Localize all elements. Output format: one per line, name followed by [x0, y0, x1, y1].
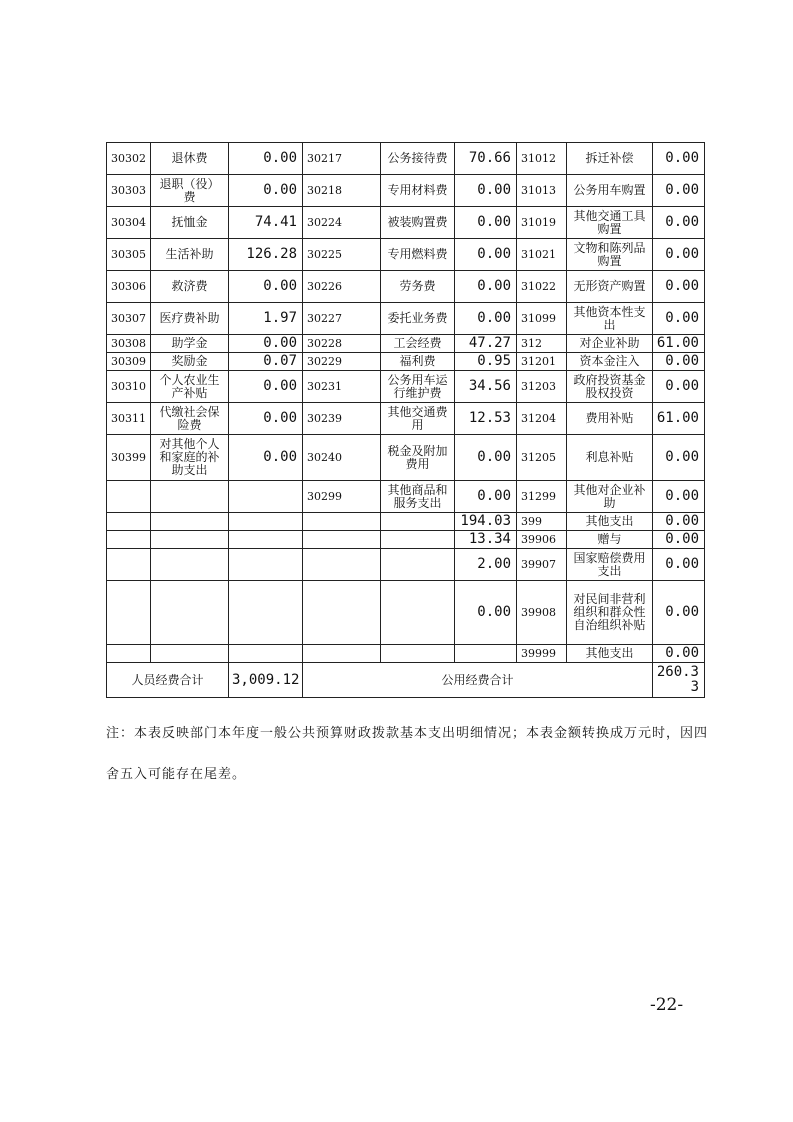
- amount-col-1: [229, 581, 303, 645]
- name-col-1: [151, 531, 229, 549]
- amount-col-3: 0.00: [653, 271, 705, 303]
- name-col-3: 赠与: [567, 531, 653, 549]
- code-col-1: [107, 513, 151, 531]
- table-row: [107, 175, 705, 207]
- code-col-1: 30399: [107, 435, 151, 481]
- name-col-1: 救济费: [151, 271, 229, 303]
- code-col-1: 30304: [107, 207, 151, 239]
- name-col-2: [381, 581, 455, 645]
- code-col-1: 30310: [107, 371, 151, 403]
- code-col-3: 31204: [517, 403, 567, 435]
- name-col-2: 福利费: [381, 353, 455, 371]
- public-total-value: 260.33: [653, 663, 705, 698]
- name-col-1: 代缴社会保险费: [151, 403, 229, 435]
- table-row: [107, 143, 705, 175]
- code-col-3: 31013: [517, 175, 567, 207]
- amount-col-2: 47.27: [455, 335, 517, 353]
- table-row: [107, 207, 705, 239]
- amount-col-2: 70.66: [455, 143, 517, 175]
- code-col-2: [303, 645, 381, 663]
- code-col-2: 30229: [303, 353, 381, 371]
- amount-col-2: 2.00: [455, 549, 517, 581]
- code-col-2: 30228: [303, 335, 381, 353]
- name-col-3: 其他交通工具购置: [567, 207, 653, 239]
- table-body: [107, 143, 705, 663]
- table-row: [107, 645, 705, 663]
- amount-col-3: 0.00: [653, 239, 705, 271]
- amount-col-2: 0.95: [455, 353, 517, 371]
- code-col-3: 312: [517, 335, 567, 353]
- code-col-1: 30311: [107, 403, 151, 435]
- table-row: [107, 335, 705, 353]
- name-col-2: 税金及附加费用: [381, 435, 455, 481]
- code-col-1: 30309: [107, 353, 151, 371]
- name-col-3: 政府投资基金股权投资: [567, 371, 653, 403]
- name-col-2: 其他交通费用: [381, 403, 455, 435]
- name-col-2: 其他商品和服务支出: [381, 481, 455, 513]
- code-col-3: 31299: [517, 481, 567, 513]
- name-col-2: 公务接待费: [381, 143, 455, 175]
- table-note-line-2: 舍五入可能存在尾差。: [106, 767, 247, 782]
- name-col-3: 其他支出: [567, 513, 653, 531]
- table-note-line-1: 注：本表反映部门本年度一般公共预算财政拨款基本支出明细情况；本表金额转换成万元时，因四: [106, 726, 709, 741]
- amount-col-2: [455, 645, 517, 663]
- amount-col-3: 0.00: [653, 353, 705, 371]
- amount-col-1: [229, 481, 303, 513]
- name-col-2: [381, 531, 455, 549]
- amount-col-2: 0.00: [455, 303, 517, 335]
- table-row: [107, 353, 705, 371]
- code-col-3: 39907: [517, 549, 567, 581]
- name-col-3: 其他资本性支出: [567, 303, 653, 335]
- amount-col-3: 61.00: [653, 335, 705, 353]
- amount-col-3: 0.00: [653, 513, 705, 531]
- table-row: [107, 435, 705, 481]
- code-col-1: 30307: [107, 303, 151, 335]
- amount-col-2: 0.00: [455, 435, 517, 481]
- code-col-2: 30240: [303, 435, 381, 481]
- code-col-2: 30217: [303, 143, 381, 175]
- amount-col-3: 61.00: [653, 403, 705, 435]
- name-col-3: 其他支出: [567, 645, 653, 663]
- expenditure-detail-table: [106, 142, 705, 698]
- code-col-1: 30306: [107, 271, 151, 303]
- name-col-1: [151, 581, 229, 645]
- public-total-label: 公用经费合计: [303, 663, 653, 698]
- amount-col-3: 0.00: [653, 435, 705, 481]
- amount-col-3: 0.00: [653, 371, 705, 403]
- code-col-3: 31021: [517, 239, 567, 271]
- amount-col-1: 1.97: [229, 303, 303, 335]
- amount-col-3: 0.00: [653, 581, 705, 645]
- amount-col-1: 0.00: [229, 175, 303, 207]
- amount-col-3: 0.00: [653, 175, 705, 207]
- code-col-1: 30303: [107, 175, 151, 207]
- name-col-2: 工会经费: [381, 335, 455, 353]
- amount-col-2: 0.00: [455, 581, 517, 645]
- code-col-1: [107, 481, 151, 513]
- code-col-3: 31019: [517, 207, 567, 239]
- name-col-1: [151, 549, 229, 581]
- code-col-3: 31203: [517, 371, 567, 403]
- name-col-1: 退职（役）费: [151, 175, 229, 207]
- amount-col-1: 0.00: [229, 371, 303, 403]
- amount-col-3: 0.00: [653, 207, 705, 239]
- code-col-1: [107, 549, 151, 581]
- amount-col-3: 0.00: [653, 481, 705, 513]
- name-col-1: [151, 645, 229, 663]
- code-col-3: 399: [517, 513, 567, 531]
- code-col-3: 31205: [517, 435, 567, 481]
- code-col-3: 39906: [517, 531, 567, 549]
- amount-col-2: 13.34: [455, 531, 517, 549]
- table-row: [107, 303, 705, 335]
- code-col-3: 31012: [517, 143, 567, 175]
- code-col-1: 30308: [107, 335, 151, 353]
- code-col-2: 30226: [303, 271, 381, 303]
- name-col-3: 费用补贴: [567, 403, 653, 435]
- amount-col-1: [229, 645, 303, 663]
- table-row: [107, 549, 705, 581]
- name-col-2: 被装购置费: [381, 207, 455, 239]
- table-row: [107, 513, 705, 531]
- name-col-1: 退休费: [151, 143, 229, 175]
- amount-col-1: 0.00: [229, 143, 303, 175]
- name-col-2: [381, 549, 455, 581]
- amount-col-3: 0.00: [653, 143, 705, 175]
- personnel-total-value: 3,009.12: [229, 663, 303, 698]
- code-col-1: 30305: [107, 239, 151, 271]
- name-col-1: 奖励金: [151, 353, 229, 371]
- amount-col-1: 0.00: [229, 335, 303, 353]
- amount-col-2: 0.00: [455, 271, 517, 303]
- name-col-3: 利息补贴: [567, 435, 653, 481]
- code-col-1: 30302: [107, 143, 151, 175]
- name-col-3: 对民间非营利组织和群众性自治组织补贴: [567, 581, 653, 645]
- name-col-3: 对企业补助: [567, 335, 653, 353]
- name-col-3: 国家赔偿费用支出: [567, 549, 653, 581]
- name-col-2: 专用燃料费: [381, 239, 455, 271]
- code-col-1: [107, 645, 151, 663]
- name-col-1: 个人农业生产补贴: [151, 371, 229, 403]
- code-col-2: 30231: [303, 371, 381, 403]
- name-col-3: 公务用车购置: [567, 175, 653, 207]
- amount-col-3: 0.00: [653, 303, 705, 335]
- code-col-2: [303, 581, 381, 645]
- code-col-2: 30218: [303, 175, 381, 207]
- name-col-1: [151, 513, 229, 531]
- table-row: [107, 531, 705, 549]
- amount-col-2: 0.00: [455, 481, 517, 513]
- name-col-3: 无形资产购置: [567, 271, 653, 303]
- amount-col-1: 126.28: [229, 239, 303, 271]
- code-col-2: 30239: [303, 403, 381, 435]
- name-col-2: 委托业务费: [381, 303, 455, 335]
- table-row: [107, 271, 705, 303]
- name-col-3: 拆迁补偿: [567, 143, 653, 175]
- page-number: -22-: [650, 995, 684, 1015]
- amount-col-1: 0.07: [229, 353, 303, 371]
- name-col-2: 专用材料费: [381, 175, 455, 207]
- name-col-1: 生活补助: [151, 239, 229, 271]
- table-row: [107, 403, 705, 435]
- code-col-2: 30299: [303, 481, 381, 513]
- amount-col-1: [229, 549, 303, 581]
- name-col-2: [381, 513, 455, 531]
- code-col-2: 30225: [303, 239, 381, 271]
- amount-col-1: [229, 531, 303, 549]
- code-col-2: 30227: [303, 303, 381, 335]
- name-col-1: 助学金: [151, 335, 229, 353]
- code-col-2: [303, 513, 381, 531]
- name-col-1: 医疗费补助: [151, 303, 229, 335]
- amount-col-2: 0.00: [455, 175, 517, 207]
- name-col-3: 其他对企业补助: [567, 481, 653, 513]
- totals-row: [107, 663, 705, 698]
- personnel-total-label: 人员经费合计: [107, 663, 229, 698]
- amount-col-1: 0.00: [229, 403, 303, 435]
- code-col-2: 30224: [303, 207, 381, 239]
- amount-col-2: 0.00: [455, 207, 517, 239]
- amount-col-2: 194.03: [455, 513, 517, 531]
- code-col-2: [303, 549, 381, 581]
- code-col-3: 31099: [517, 303, 567, 335]
- table-row: [107, 481, 705, 513]
- name-col-2: 劳务费: [381, 271, 455, 303]
- amount-col-1: 74.41: [229, 207, 303, 239]
- amount-col-2: 34.56: [455, 371, 517, 403]
- name-col-1: 抚恤金: [151, 207, 229, 239]
- code-col-3: 31201: [517, 353, 567, 371]
- name-col-2: [381, 645, 455, 663]
- name-col-1: 对其他个人和家庭的补助支出: [151, 435, 229, 481]
- name-col-3: 资本金注入: [567, 353, 653, 371]
- code-col-1: [107, 581, 151, 645]
- table-row: [107, 239, 705, 271]
- amount-col-1: 0.00: [229, 435, 303, 481]
- amount-col-3: 0.00: [653, 531, 705, 549]
- table-row: [107, 371, 705, 403]
- code-col-3: 39999: [517, 645, 567, 663]
- amount-col-3: 0.00: [653, 645, 705, 663]
- amount-col-2: 0.00: [455, 239, 517, 271]
- table-row: [107, 581, 705, 645]
- amount-col-3: 0.00: [653, 549, 705, 581]
- name-col-2: 公务用车运行维护费: [381, 371, 455, 403]
- code-col-2: [303, 531, 381, 549]
- name-col-1: [151, 481, 229, 513]
- code-col-3: 31022: [517, 271, 567, 303]
- amount-col-1: 0.00: [229, 271, 303, 303]
- amount-col-1: [229, 513, 303, 531]
- code-col-3: 39908: [517, 581, 567, 645]
- name-col-3: 文物和陈列品购置: [567, 239, 653, 271]
- amount-col-2: 12.53: [455, 403, 517, 435]
- code-col-1: [107, 531, 151, 549]
